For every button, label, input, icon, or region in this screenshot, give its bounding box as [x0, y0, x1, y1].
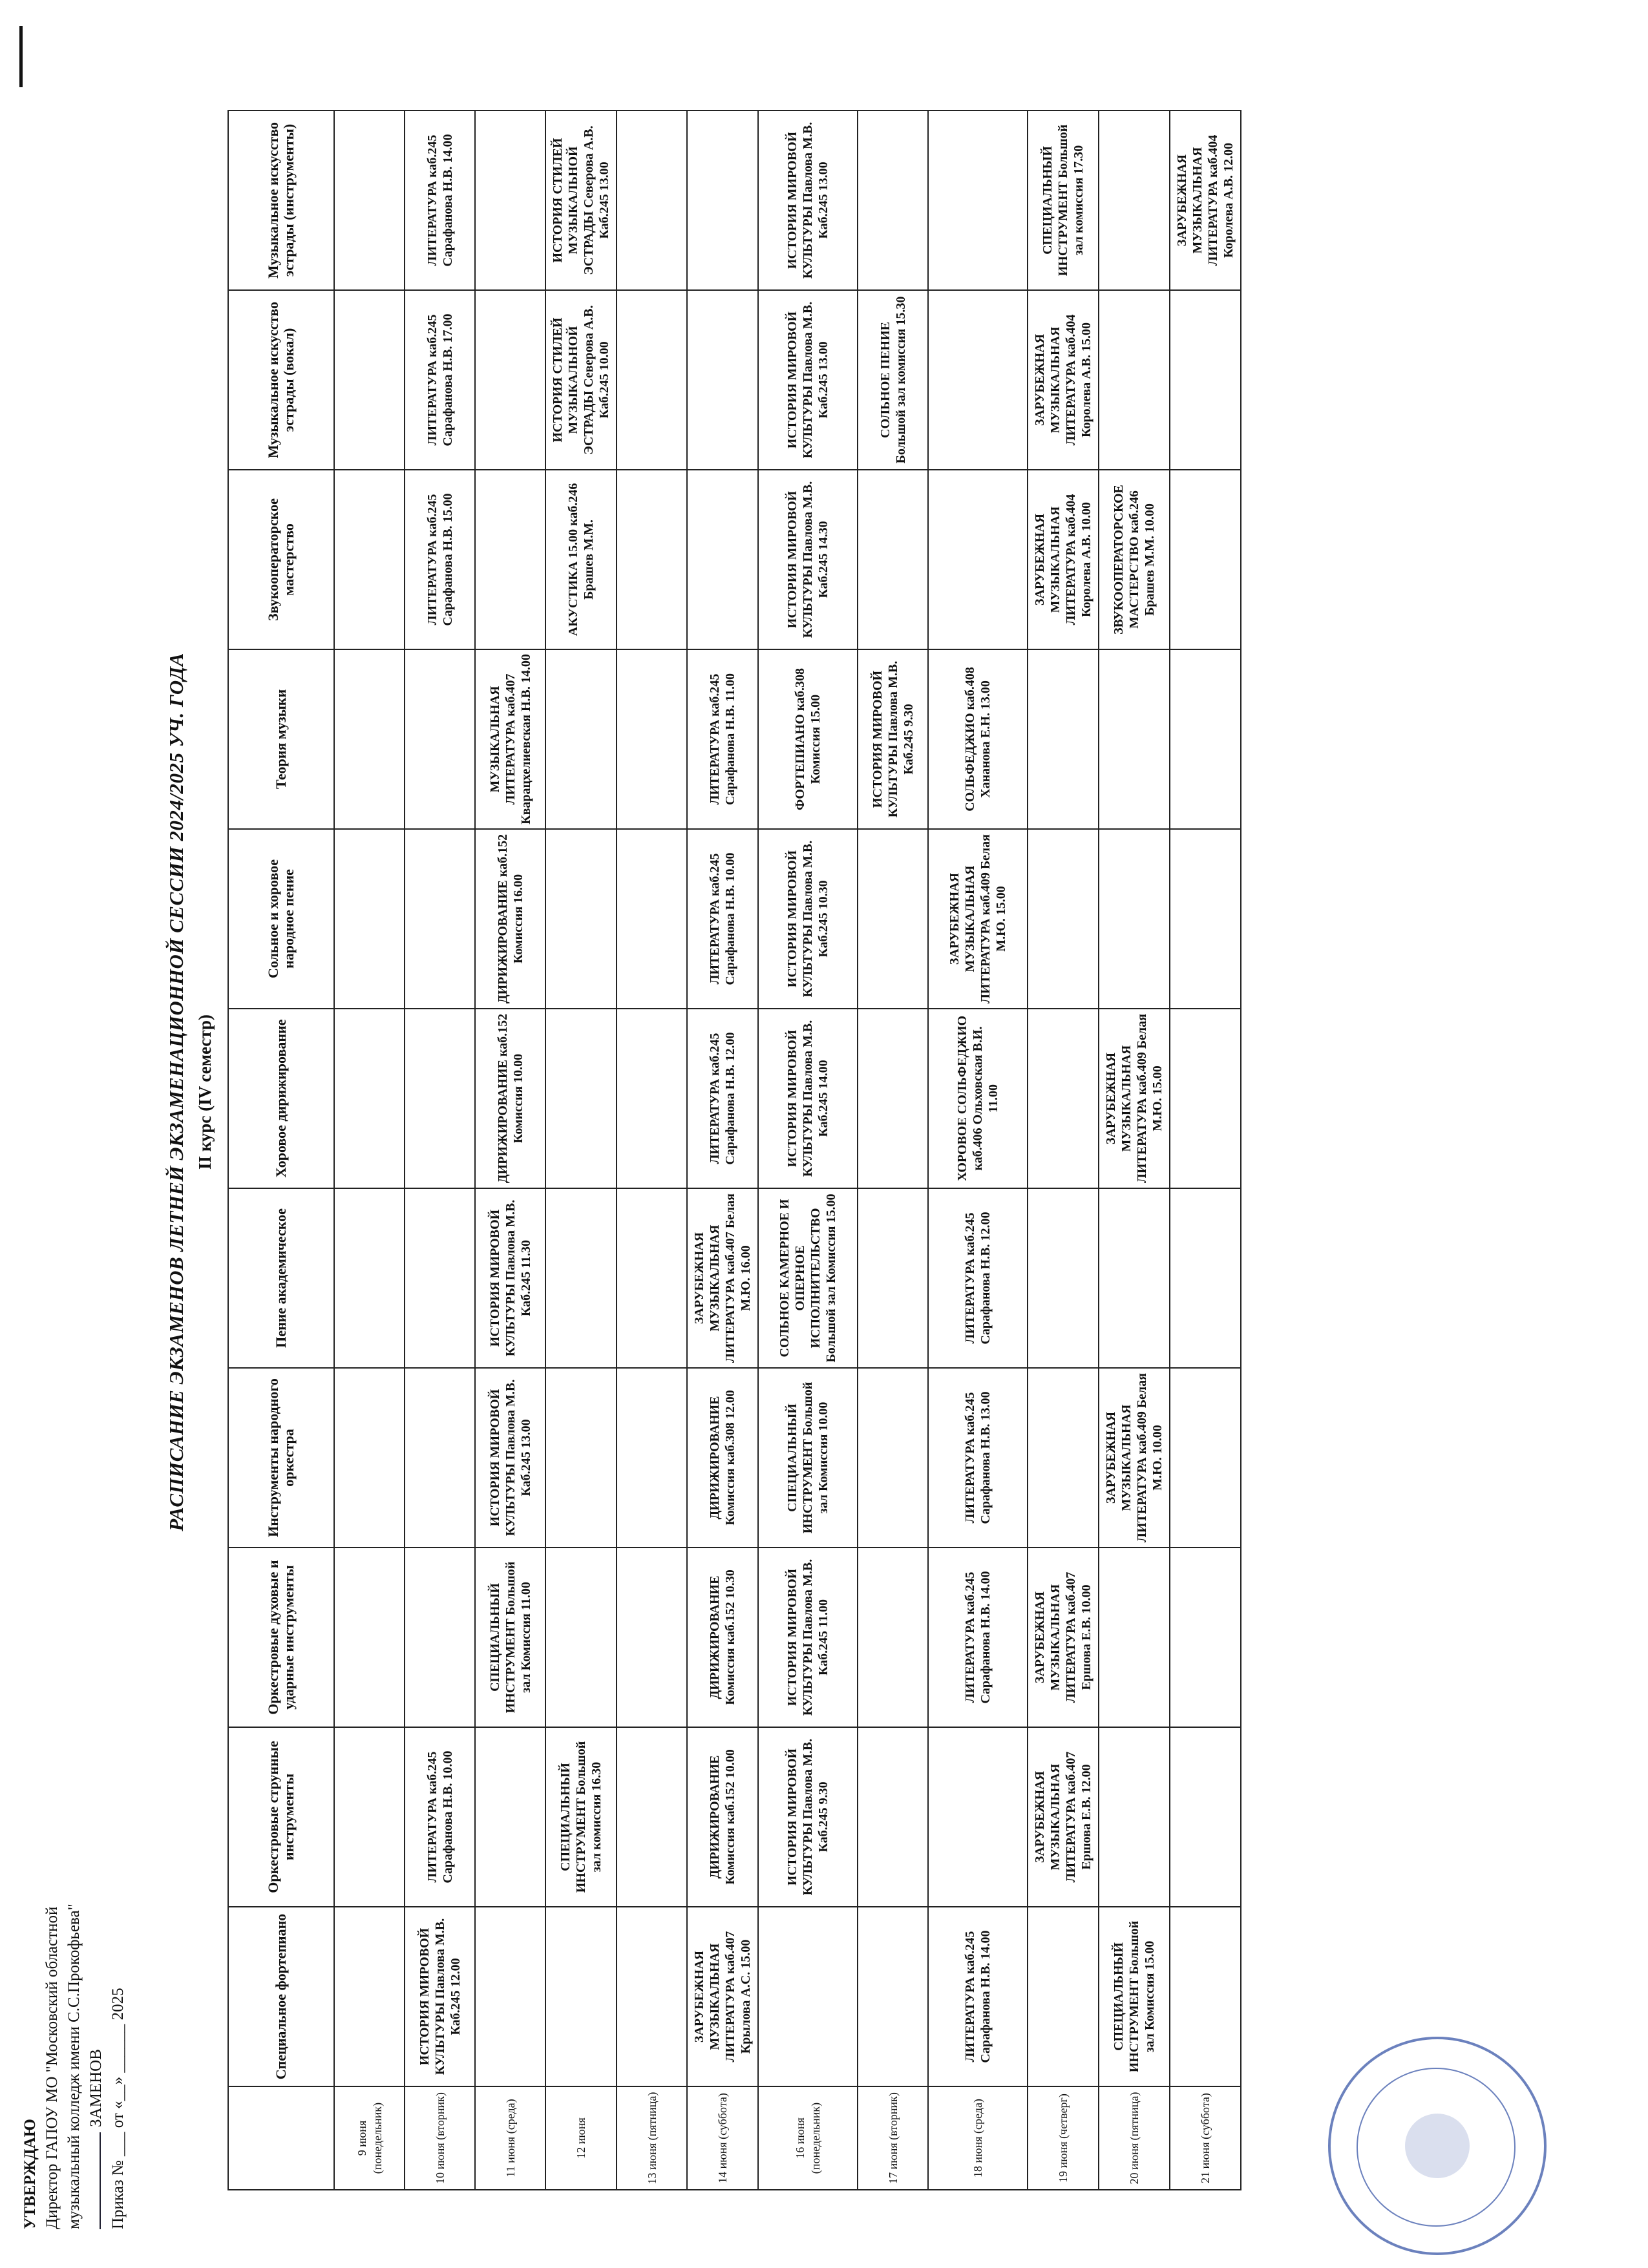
- exam-cell: [858, 470, 928, 649]
- exam-cell: [405, 829, 475, 1009]
- exam-cell: [334, 110, 405, 290]
- exam-cell: СОЛЬНОЕ КАМЕРНОЕ И ОПЕРНОЕ ИСПОЛНИТЕЛЬСТВО Большой зал Комиссия 15.00: [758, 1188, 858, 1368]
- exam-cell: [475, 290, 545, 470]
- exam-cell: ИСТОРИЯ МИРОВОЙ КУЛЬТУРЫ Павлова М.В. Каб.245 11.00: [758, 1548, 858, 1727]
- exam-cell: ЛИТЕРАТУРА каб.245 Сарафанова Н.В. 14.00: [928, 1548, 1028, 1727]
- exam-cell: ДИРИЖИРОВАНИЕ Комиссия каб.308 12.00: [687, 1368, 758, 1548]
- day-cell: 19 июня (четверг): [1028, 2086, 1099, 2190]
- exam-cell: [334, 1368, 405, 1548]
- exam-cell: [617, 1548, 687, 1727]
- day-cell: 18 июня (среда): [928, 2086, 1028, 2190]
- exam-cell: [1099, 110, 1170, 290]
- exam-cell: ЛИТЕРАТУРА каб.245 Сарафанова Н.В. 13.00: [928, 1368, 1028, 1548]
- exam-cell: [1028, 1009, 1099, 1188]
- signature: [100, 2132, 101, 2229]
- day-cell: 10 июня (вторник): [405, 2086, 475, 2190]
- exam-cell: ЛИТЕРАТУРА каб.245 Сарафанова Н.В. 10.00: [405, 1727, 475, 1907]
- exam-cell: ЗВУКООПЕРАТОРСКОЕ МАСТЕРСТВО каб.246 Брашев М.М. 10.00: [1099, 470, 1170, 649]
- table-row: [334, 110, 405, 2190]
- day-cell: 11 июня (среда): [475, 2086, 545, 2190]
- exam-cell: ЗАРУБЕЖНАЯ МУЗЫКАЛЬНАЯ ЛИТЕРАТУРА каб.409 Белая М.Ю. 15.00: [1099, 1009, 1170, 1188]
- column-header: Хоровое дирижирование: [228, 1009, 334, 1188]
- approval-director: Директор ГАПОУ МО "Московский областной: [43, 1906, 61, 2229]
- exam-cell: [1028, 1907, 1099, 2086]
- exam-cell: [405, 1548, 475, 1727]
- exam-cell: [334, 649, 405, 829]
- exam-cell: [617, 470, 687, 649]
- exam-cell: ИСТОРИЯ МИРОВОЙ КУЛЬТУРЫ Павлова М.В. Каб.245 9.30: [858, 649, 928, 829]
- exam-cell: [617, 649, 687, 829]
- exam-cell: ЛИТЕРАТУРА каб.245 Сарафанова Н.В. 12.00: [687, 1009, 758, 1188]
- exam-cell: [475, 470, 545, 649]
- exam-cell: [858, 1727, 928, 1907]
- exam-cell: ИСТОРИЯ МИРОВОЙ КУЛЬТУРЫ Павлова М.В. Каб.245 14.00: [758, 1009, 858, 1188]
- column-header: Музыкальное искусство эстрады (инструменты): [228, 110, 334, 290]
- table-row: [405, 110, 475, 2190]
- column-header: Звукооператорское мастерство: [228, 470, 334, 649]
- approval-name: ЗАМЕНОВ: [87, 2049, 105, 2127]
- exam-cell: ДИРИЖИРОВАНИЕ каб.152 Комиссия 16.00: [475, 829, 545, 1009]
- exam-cell: [545, 1907, 617, 2086]
- exam-cell: [928, 470, 1028, 649]
- exam-cell: [1028, 1188, 1099, 1368]
- exam-cell: [617, 290, 687, 470]
- day-cell: 14 июня (суббота): [687, 2086, 758, 2190]
- exam-cell: [334, 1548, 405, 1727]
- exam-cell: [475, 110, 545, 290]
- exam-cell: ЛИТЕРАТУРА каб.245 Сарафанова Н.В. 15.00: [405, 470, 475, 649]
- exam-cell: ИСТОРИЯ МИРОВОЙ КУЛЬТУРЫ Павлова М.В. Каб.245 11.30: [475, 1188, 545, 1368]
- exam-cell: [545, 1009, 617, 1188]
- exam-cell: [1170, 1368, 1241, 1548]
- exam-cell: [1099, 1727, 1170, 1907]
- table-row: [928, 110, 1028, 2190]
- exam-cell: СПЕЦИАЛЬНЫЙ ИНСТРУМЕНТ Большой зал комиссия 17.30: [1028, 110, 1099, 290]
- exam-cell: [334, 1188, 405, 1368]
- column-header: Теория музыки: [228, 649, 334, 829]
- page-title: РАСПИСАНИЕ ЭКЗАМЕНОВ ЛЕТНЕЙ ЭКЗАМЕНАЦИОННОЙ СЕССИИ 2024/2025 УЧ. ГОДА: [165, 653, 187, 1531]
- exam-cell: ЗАРУБЕЖНАЯ МУЗЫКАЛЬНАЯ ЛИТЕРАТУРА каб.409 Белая М.Ю. 15.00: [928, 829, 1028, 1009]
- exam-cell: [858, 829, 928, 1009]
- exam-cell: ЗАРУБЕЖНАЯ МУЗЫКАЛЬНАЯ ЛИТЕРАТУРА каб.404 Королева А.В. 12.00: [1170, 110, 1241, 290]
- table-row: [545, 110, 617, 2190]
- exam-cell: [545, 1368, 617, 1548]
- exam-cell: ЛИТЕРАТУРА каб.245 Сарафанова Н.В. 12.00: [928, 1188, 1028, 1368]
- exam-cell: ЗАРУБЕЖНАЯ МУЗЫКАЛЬНАЯ ЛИТЕРАТУРА каб.409 Белая М.Ю. 10.00: [1099, 1368, 1170, 1548]
- header-row: [228, 110, 334, 2190]
- exam-cell: ЗАРУБЕЖНАЯ МУЗЫКАЛЬНАЯ ЛИТЕРАТУРА каб.407 Ершова Е.В. 12.00: [1028, 1727, 1099, 1907]
- exam-cell: [1028, 1368, 1099, 1548]
- exam-cell: [1099, 649, 1170, 829]
- exam-cell: ИСТОРИЯ МИРОВОЙ КУЛЬТУРЫ Павлова М.В. Каб.245 13.00: [758, 290, 858, 470]
- exam-cell: ФОРТЕПИАНО каб.308 Комиссия 15.00: [758, 649, 858, 829]
- exam-cell: [1028, 649, 1099, 829]
- column-header: Сольное и хоровое народное пение: [228, 829, 334, 1009]
- exam-cell: [1099, 1548, 1170, 1727]
- exam-cell: [1099, 290, 1170, 470]
- exam-cell: [1170, 470, 1241, 649]
- exam-cell: ЛИТЕРАТУРА каб.245 Сарафанова Н.В. 10.00: [687, 829, 758, 1009]
- exam-cell: [758, 1907, 858, 2086]
- exam-cell: ЗАРУБЕЖНАЯ МУЗЫКАЛЬНАЯ ЛИТЕРАТУРА каб.404 Королева А.В. 15.00: [1028, 290, 1099, 470]
- exam-cell: [617, 1368, 687, 1548]
- exam-cell: [405, 1188, 475, 1368]
- exam-cell: [405, 1009, 475, 1188]
- exam-schedule-table: [227, 110, 1241, 2190]
- table-row: [1028, 110, 1099, 2190]
- approval-order: Приказ № ___ от «__» ______ 2025: [109, 1988, 127, 2229]
- exam-cell: [1170, 1009, 1241, 1188]
- exam-cell: ЗАРУБЕЖНАЯ МУЗЫКАЛЬНАЯ ЛИТЕРАТУРА каб.407 Белая М.Ю. 16.00: [687, 1188, 758, 1368]
- exam-cell: [687, 110, 758, 290]
- day-cell: 13 июня (пятница): [617, 2086, 687, 2190]
- exam-cell: [475, 1727, 545, 1907]
- exam-cell: СПЕЦИАЛЬНЫЙ ИНСТРУМЕНТ Большой зал Комиссия 11.00: [475, 1548, 545, 1727]
- exam-cell: СПЕЦИАЛЬНЫЙ ИНСТРУМЕНТ Большой зал комиссия 16.30: [545, 1727, 617, 1907]
- exam-cell: [858, 1907, 928, 2086]
- exam-cell: ЛИТЕРАТУРА каб.245 Сарафанова Н.В. 11.00: [687, 649, 758, 829]
- exam-cell: ЗАРУБЕЖНАЯ МУЗЫКАЛЬНАЯ ЛИТЕРАТУРА каб.407 Ершова Е.В. 10.00: [1028, 1548, 1099, 1727]
- exam-cell: [1099, 1188, 1170, 1368]
- exam-cell: [617, 829, 687, 1009]
- exam-cell: [334, 470, 405, 649]
- table-row: [1099, 110, 1170, 2190]
- exam-cell: СПЕЦИАЛЬНЫЙ ИНСТРУМЕНТ Большой зал Комиссия 15.00: [1099, 1907, 1170, 2086]
- exam-cell: [928, 1727, 1028, 1907]
- exam-cell: [405, 1368, 475, 1548]
- exam-cell: [475, 1907, 545, 2086]
- exam-cell: [1170, 649, 1241, 829]
- exam-cell: ЛИТЕРАТУРА каб.245 Сарафанова Н.В. 14.00: [928, 1907, 1028, 2086]
- approval-heading: УТВЕРЖДАЮ: [21, 2119, 39, 2229]
- exam-cell: ЗАРУБЕЖНАЯ МУЗЫКАЛЬНАЯ ЛИТЕРАТУРА каб.404 Королева А.В. 10.00: [1028, 470, 1099, 649]
- exam-cell: [1170, 829, 1241, 1009]
- table-row: [858, 110, 928, 2190]
- column-header: Оркестровые струнные инструменты: [228, 1727, 334, 1907]
- table-row: [475, 110, 545, 2190]
- table-row: [617, 110, 687, 2190]
- exam-cell: [617, 1907, 687, 2086]
- approval-college: музыкальный колледж имени С.С.Прокофьева": [65, 1904, 83, 2229]
- exam-cell: [617, 1727, 687, 1907]
- exam-cell: МУЗЫКАЛЬНАЯ ЛИТЕРАТУРА каб.407 Кварацхелиевская Н.В. 14.00: [475, 649, 545, 829]
- exam-cell: [334, 1009, 405, 1188]
- exam-cell: [617, 110, 687, 290]
- exam-cell: ИСТОРИЯ МИРОВОЙ КУЛЬТУРЫ Павлова М.В. Каб.245 14.30: [758, 470, 858, 649]
- exam-cell: СПЕЦИАЛЬНЫЙ ИНСТРУМЕНТ Большой зал Комиссия 10.00: [758, 1368, 858, 1548]
- column-header: Инструменты народного оркестра: [228, 1368, 334, 1548]
- exam-cell: [545, 1188, 617, 1368]
- exam-cell: ХОРОВОЕ СОЛЬФЕДЖИО каб.406 Ольховская В.И. 11.00: [928, 1009, 1028, 1188]
- table-row: [758, 110, 858, 2190]
- exam-cell: ИСТОРИЯ МИРОВОЙ КУЛЬТУРЫ Павлова М.В. Каб.245 13.00: [758, 110, 858, 290]
- column-header: Оркестровые духовые и ударные инструменты: [228, 1548, 334, 1727]
- exam-cell: [334, 829, 405, 1009]
- exam-cell: [928, 290, 1028, 470]
- exam-cell: [858, 110, 928, 290]
- exam-cell: [545, 1548, 617, 1727]
- exam-cell: [334, 290, 405, 470]
- exam-cell: [858, 1368, 928, 1548]
- schedule-body: [334, 110, 1241, 2190]
- exam-cell: ИСТОРИЯ МИРОВОЙ КУЛЬТУРЫ Павлова М.В. Каб.245 9.30: [758, 1727, 858, 1907]
- exam-cell: ИСТОРИЯ МИРОВОЙ КУЛЬТУРЫ Павлова М.В. Каб.245 10.30: [758, 829, 858, 1009]
- exam-cell: ИСТОРИЯ СТИЛЕЙ МУЗЫКАЛЬНОЙ ЭСТРАДЫ Северова А.В. Каб.245 10.00: [545, 290, 617, 470]
- exam-cell: ЛИТЕРАТУРА каб.245 Сарафанова Н.В. 17.00: [405, 290, 475, 470]
- exam-cell: [334, 1727, 405, 1907]
- exam-cell: ЛИТЕРАТУРА каб.245 Сарафанова Н.В. 14.00: [405, 110, 475, 290]
- exam-cell: ДИРИЖИРОВАНИЕ Комиссия каб.152 10.00: [687, 1727, 758, 1907]
- table-row: [687, 110, 758, 2190]
- exam-cell: [545, 649, 617, 829]
- exam-cell: [617, 1188, 687, 1368]
- exam-cell: [858, 1009, 928, 1188]
- official-seal: [1328, 2037, 1547, 2255]
- exam-cell: [545, 829, 617, 1009]
- column-header: Музыкальное искусство эстрады (вокал): [228, 290, 334, 470]
- column-header: Пение академическое: [228, 1188, 334, 1368]
- exam-cell: [1170, 1907, 1241, 2086]
- exam-cell: [405, 649, 475, 829]
- approval-block: [19, 1725, 129, 2229]
- exam-cell: [1170, 1548, 1241, 1727]
- exam-cell: ДИРИЖИРОВАНИЕ каб.152 Комиссия 10.00: [475, 1009, 545, 1188]
- day-column-header: [228, 2086, 334, 2190]
- exam-cell: [928, 110, 1028, 290]
- exam-cell: ИСТОРИЯ МИРОВОЙ КУЛЬТУРЫ Павлова М.В. Каб.245 13.00: [475, 1368, 545, 1548]
- day-cell: 17 июня (вторник): [858, 2086, 928, 2190]
- page-subtitle: II курс (IV семестр): [195, 1014, 215, 1170]
- exam-cell: [1170, 1727, 1241, 1907]
- day-cell: 9 июня (понедельник): [334, 2086, 405, 2190]
- exam-cell: [1170, 1188, 1241, 1368]
- exam-cell: [1028, 829, 1099, 1009]
- exam-cell: ЗАРУБЕЖНАЯ МУЗЫКАЛЬНАЯ ЛИТЕРАТУРА каб.407 Крылова А.С. 15.00: [687, 1907, 758, 2086]
- exam-cell: ДИРИЖИРОВАНИЕ Комиссия каб.152 10.30: [687, 1548, 758, 1727]
- exam-cell: ИСТОРИЯ СТИЛЕЙ МУЗЫКАЛЬНОЙ ЭСТРАДЫ Северова А.В. Каб.245 13.00: [545, 110, 617, 290]
- column-header: Специальное фортепиано: [228, 1907, 334, 2086]
- exam-cell: [858, 1188, 928, 1368]
- exam-cell: [687, 290, 758, 470]
- exam-cell: [617, 1009, 687, 1188]
- exam-cell: [1099, 829, 1170, 1009]
- exam-cell: [334, 1907, 405, 2086]
- exam-cell: [858, 1548, 928, 1727]
- exam-cell: СОЛЬФЕДЖИО каб.408 Хананова Е.Н. 13.00: [928, 649, 1028, 829]
- day-cell: 12 июня: [545, 2086, 617, 2190]
- exam-cell: АКУСТИКА 15.00 каб.246 Брашев М.М.: [545, 470, 617, 649]
- day-cell: 21 июня (суббота): [1170, 2086, 1241, 2190]
- scan-mark: [19, 26, 23, 87]
- exam-cell: СОЛЬНОЕ ПЕНИЕ Большой зал комиссия 15.30: [858, 290, 928, 470]
- exam-cell: [687, 470, 758, 649]
- exam-cell: [1170, 290, 1241, 470]
- day-cell: 16 июня (понедельник): [758, 2086, 858, 2190]
- exam-cell: ИСТОРИЯ МИРОВОЙ КУЛЬТУРЫ Павлова М.В. Каб.245 12.00: [405, 1907, 475, 2086]
- day-cell: 20 июня (пятница): [1099, 2086, 1170, 2190]
- table-row: [1170, 110, 1241, 2190]
